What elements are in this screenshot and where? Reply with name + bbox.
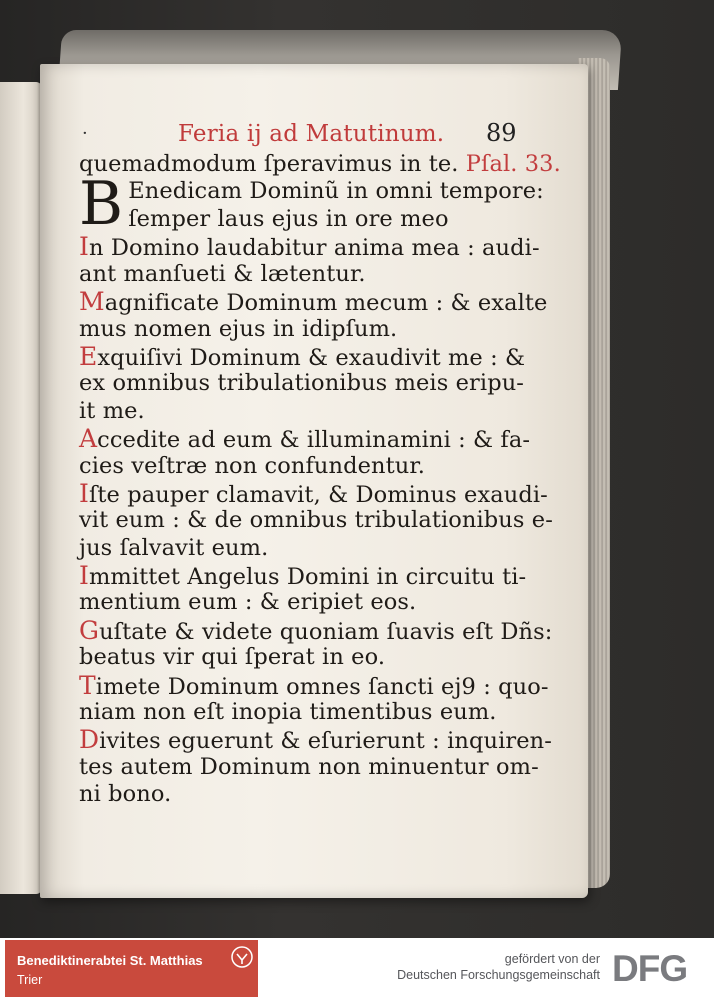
line-text: ſte pauper clamavit, & Dominus exaudi- (88, 481, 548, 508)
line-text: tes autem Dominum non minuentur om- (79, 753, 539, 780)
text-line (79, 233, 559, 260)
line-text: Enedicam Dominũ in omni tempore: (128, 178, 544, 205)
library-banner[interactable] (5, 940, 258, 997)
line-text: it me. (79, 397, 145, 424)
ink-dot: · (82, 123, 88, 144)
text-line (79, 699, 559, 726)
line-text: vit eum : & de omnibus tribulationibus e- (79, 507, 553, 534)
line-text: cies veſtræ non confundentur. (79, 452, 425, 479)
verse-initial: I (79, 561, 89, 591)
drop-initial: B (79, 169, 124, 240)
line-text: agnificate Dominum mecum : & exalte (104, 290, 548, 317)
text-line (79, 151, 559, 178)
verse-initial: M (79, 287, 105, 317)
verse-initial: I (79, 232, 89, 262)
verse-initial: T (79, 670, 96, 700)
line-text: beatus vir qui ſperat in eo. (79, 644, 386, 671)
library-city: Trier (17, 973, 43, 987)
line-text: jus ſalvavit eum. (79, 534, 269, 561)
line-text: ccedite ad eum & illuminamini : & fa- (97, 427, 531, 454)
text-line (79, 726, 559, 753)
line-text: mentium eum : & eripiet eos. (79, 589, 417, 616)
line-text: uſtate & videte quoniam ſuavis eſt Dñs: (99, 618, 553, 645)
text-line (79, 288, 559, 315)
psalm-text (79, 151, 559, 809)
line-text: ant manſueti & lætentur. (79, 260, 366, 287)
line-text: n Domino laudabitur anima mea : audi- (88, 235, 540, 262)
facing-page (0, 82, 42, 894)
text-line (79, 754, 559, 781)
text-line (79, 206, 559, 233)
text-line (79, 453, 559, 480)
text-line (79, 644, 559, 671)
page-number: 89 (486, 119, 517, 147)
library-name: Benediktinerabtei St. Matthias (17, 953, 203, 968)
text-line (79, 398, 559, 425)
verse-initial: D (79, 725, 100, 755)
book-page (40, 64, 588, 898)
funding-text: gefördert von der (504, 952, 600, 966)
footer-bar (0, 938, 714, 1000)
line-text: mus nomen ejus in idipſum. (79, 315, 398, 342)
text-line (79, 781, 559, 808)
page-header (40, 121, 588, 153)
verse-initial: A (79, 424, 98, 454)
line-text: ivites eguerunt & eſurierunt : inquiren- (99, 728, 552, 755)
line-text: xquiſivi Dominum & exaudivit me : & (97, 344, 526, 371)
text-line (79, 343, 559, 370)
line-text: ni bono. (79, 781, 172, 808)
text-line (79, 316, 559, 343)
psalm-reference: Pſal. 33. (465, 151, 561, 177)
text-line (79, 480, 559, 507)
line-text: mmittet Angelus Domini in circuitu ti- (88, 564, 527, 591)
text-line (79, 261, 559, 288)
text-line (79, 589, 559, 616)
text-line (79, 562, 559, 589)
running-title: Feria ij ad Matutinum. (178, 121, 445, 147)
text-line (79, 672, 559, 699)
line-text: niam non eſt inopia timentibus eum. (79, 699, 497, 726)
text-line (79, 617, 559, 644)
text-line (79, 178, 559, 205)
text-line (79, 535, 559, 562)
line-text: imete Dominum omnes ſancti ej9 : quo- (95, 673, 549, 700)
verse-initial: I (79, 478, 89, 508)
verse-initial: G (79, 615, 100, 645)
line-text: ſemper laus ejus in ore meo (128, 205, 449, 232)
line-text: ex omnibus tribulationibus meis eripu- (79, 370, 524, 397)
text-line (79, 425, 559, 452)
line-text: quemadmodum ſperavimus in te. (79, 151, 466, 177)
abbey-logo-icon (231, 946, 253, 968)
dfg-logo[interactable]: DFG (612, 948, 688, 989)
text-line (79, 507, 559, 534)
funding-organization: Deutschen Forschungsgemeinschaft (397, 968, 600, 982)
verse-initial: E (79, 341, 98, 371)
text-line (79, 370, 559, 397)
